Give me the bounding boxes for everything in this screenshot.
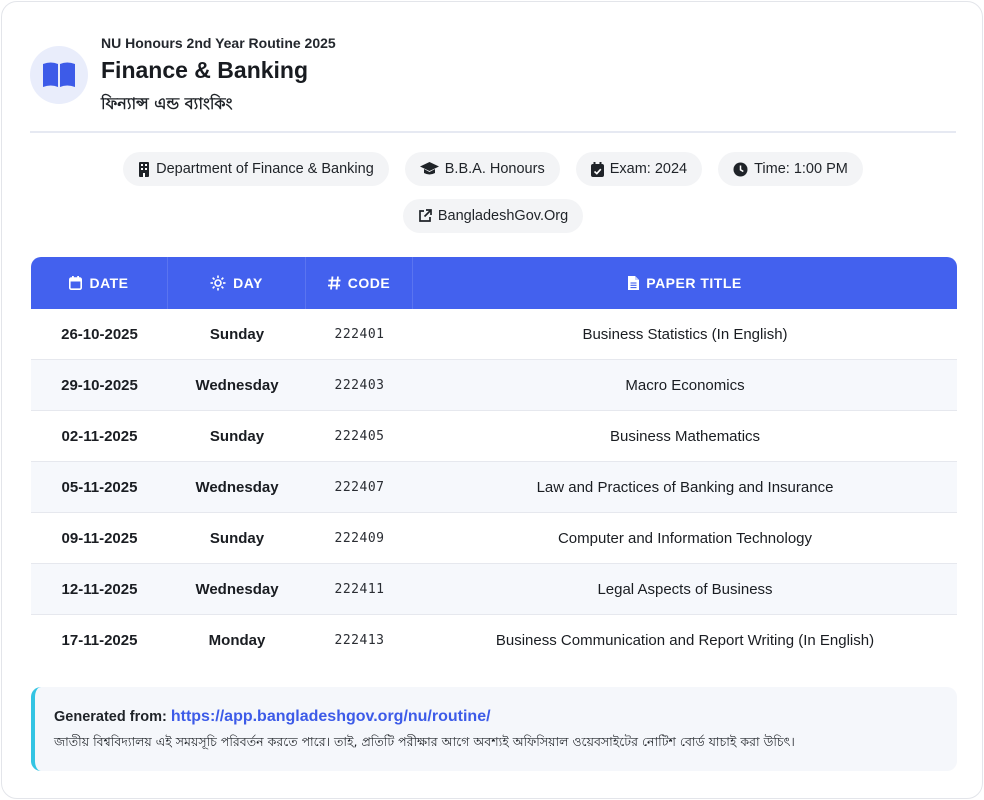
graduation-cap-icon <box>420 162 439 176</box>
table-row <box>31 462 957 513</box>
external-link-icon <box>418 209 432 223</box>
cell-paper-title: Macro Economics <box>625 376 745 394</box>
logo <box>30 46 88 104</box>
table-row <box>31 309 957 360</box>
table-row <box>31 564 957 615</box>
cell-date: 02-11-2025 <box>61 427 138 445</box>
column-header-day <box>168 257 306 309</box>
column-header-date <box>31 257 168 309</box>
cell-paper-title: Computer and Information Technology <box>557 529 813 547</box>
routine-table <box>31 257 957 666</box>
clock-icon <box>733 162 748 177</box>
generated-from-line <box>54 708 491 726</box>
cell-code: 222401 <box>334 326 385 342</box>
column-header-date-label: DATE <box>89 275 129 291</box>
routine-overline: NU Honours 2nd Year Routine 2025 <box>101 35 336 51</box>
building-icon <box>138 162 150 177</box>
source-url-link[interactable]: https://app.bangladeshgov.org/nu/routine/ <box>170 708 491 725</box>
degree-label: B.B.A. Honours <box>444 161 545 177</box>
cell-date: 05-11-2025 <box>61 478 138 496</box>
column-header-title-label: PAPER TITLE <box>646 275 742 291</box>
table-header <box>31 257 957 309</box>
page-subtitle-bn: ফিন্যান্স এন্ড ব্যাংকিং <box>101 94 233 113</box>
cell-code: 222405 <box>334 428 385 444</box>
cell-code: 222407 <box>334 479 385 495</box>
info-chips <box>30 152 956 186</box>
cell-day: Wednesday <box>195 478 279 496</box>
cell-paper-title: Business Communication and Report Writing (In English) <box>495 632 875 649</box>
cell-day: Sunday <box>209 325 265 343</box>
exam-label: Exam: 2024 <box>609 161 688 177</box>
header-divider <box>30 131 956 133</box>
cell-day: Sunday <box>209 529 265 547</box>
book-icon <box>41 60 77 90</box>
cell-date: 26-10-2025 <box>61 325 138 343</box>
cell-date: 29-10-2025 <box>61 376 138 394</box>
routine-card <box>1 1 983 799</box>
cell-date: 12-11-2025 <box>61 580 138 598</box>
link-chips <box>30 199 956 233</box>
table-row <box>31 513 957 564</box>
cell-code: 222411 <box>334 581 385 597</box>
cell-code: 222413 <box>334 633 385 648</box>
cell-paper-title: Business Statistics (In English) <box>582 325 788 343</box>
header <box>30 32 956 132</box>
cell-code: 222409 <box>334 530 385 546</box>
department-label: Department of Finance & Banking <box>156 161 374 177</box>
exam-chip <box>576 152 702 186</box>
page-title: Finance & Banking <box>101 57 309 83</box>
generated-from-label: Generated from: <box>54 709 167 725</box>
cell-day: Wednesday <box>195 376 279 394</box>
cell-day: Sunday <box>209 427 265 445</box>
hashtag-icon <box>328 276 341 290</box>
calendar-check-icon <box>591 162 604 177</box>
table-row <box>31 360 957 411</box>
cell-code: 222403 <box>334 377 385 393</box>
time-label: Time: 1:00 PM <box>754 161 848 177</box>
cell-day: Monday <box>208 632 266 649</box>
cell-date: 17-11-2025 <box>61 632 138 649</box>
cell-day: Wednesday <box>195 580 279 598</box>
department-chip <box>123 152 389 186</box>
cell-paper-title: Legal Aspects of Business <box>597 580 773 598</box>
degree-chip <box>405 152 560 186</box>
table-row <box>31 411 957 462</box>
disclaimer-text: জাতীয় বিশ্ববিদ্যালয় এই সময়সূচি পরিবর্তন করতে পারে। তাই, প্রতিটি পরীক্ষার আগে অবশ্যই অফিসিয়াল ওয়েবসাইটের নোটিশ বোর্ড যাচাই করা উচিৎ। <box>54 734 795 749</box>
document-icon <box>628 276 639 290</box>
website-label: BangladeshGov.Org <box>437 208 569 224</box>
column-header-day-label: DAY <box>233 275 263 291</box>
sun-icon <box>210 275 226 291</box>
calendar-icon <box>69 276 82 290</box>
table-row <box>31 615 957 666</box>
source-note <box>31 687 957 771</box>
column-header-code-label: CODE <box>347 275 391 291</box>
column-header-code <box>306 257 413 309</box>
time-chip <box>718 152 863 186</box>
cell-date: 09-11-2025 <box>61 529 138 547</box>
column-header-title <box>413 257 957 309</box>
cell-paper-title: Law and Practices of Banking and Insurance <box>536 478 834 496</box>
website-chip[interactable] <box>403 199 583 233</box>
cell-paper-title: Business Mathematics <box>609 427 761 445</box>
